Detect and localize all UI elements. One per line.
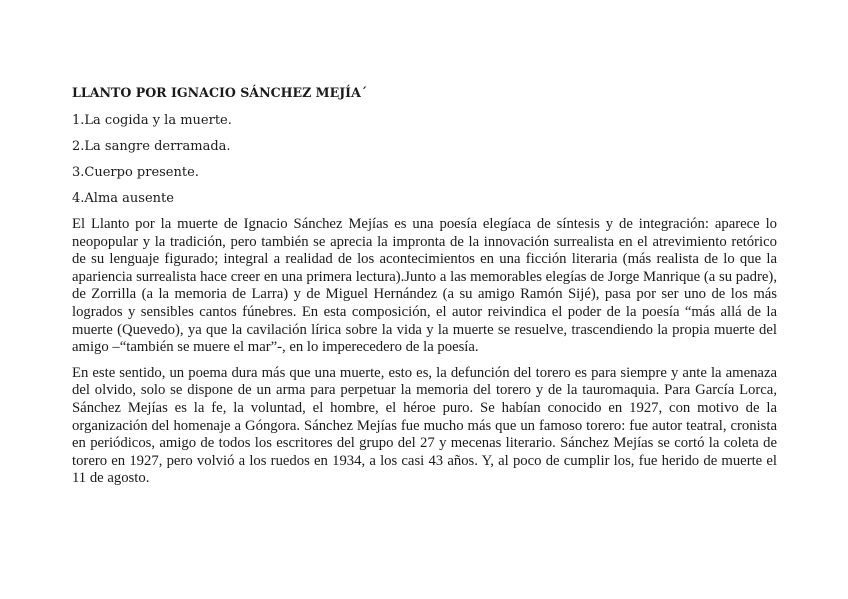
body-paragraph-1: El Llanto por la muerte de Ignacio Sánchez Mejías es una poesía elegíaca de síntesis y de integración: aparece lo neopopular y la tradición, pero también se aprecia la impronta de la innovación surrealista en el atrevimiento retórico de su lenguaje figurado; integral a realidad de los acontecimientos en una ficción literaria (más realista de lo que la apariencia surrealista hace creer en una primera lectura).Junto a las memorables elegías de Jorge Manrique (a su padre), de Zorrilla (a la memoria de Larra) y de Miguel Hernández (a su amigo Ramón Sijé), pasa por ser uno de los más logrados y sensibles cantos fúnebres. En esta composición, el autor reivindica el poder de la poesía “más allá de la muerte (Quevedo), ya que la cavilación lírica sobre la vida y la muerte se resuelve, trascendiendo la propia muerte del amigo –“también se muere el mar”-, en lo imperecedero de la poesía. (72, 216, 777, 356)
document-title: LLANTO POR IGNACIO SÁNCHEZ MEJÍA´ (72, 85, 368, 100)
section-item-3: 3.Cuerpo presente. (72, 165, 199, 180)
section-item-4: 4.Alma ausente (72, 191, 174, 206)
document-page (72, 84, 777, 496)
section-item-2: 2.La sangre derramada. (72, 139, 231, 154)
body-paragraph-2: En este sentido, un poema dura más que una muerte, esto es, la defunción del torero es para siempre y ante la amenaza del olvido, solo se dispone de un arma para perpetuar la memoria del torero y de la tauromaquia. Para García Lorca, Sánchez Mejías es la fe, la voluntad, el hombre, el héroe puro. Se habían conocido en 1927, con motivo de la organización del homenaje a Góngora. Sánchez Mejías fue mucho más que un famoso torero: fue autor teatral, cronista en periódicos, amigo de todos los escritores del grupo del 27 y mecenas literario. Sánchez Mejías se cortó la coleta de torero en 1927, pero volvió a los ruedos en 1934, a los casi 43 años. Y, al poco de cumplir los, fue herido de muerte el 11 de agosto. (72, 364, 777, 487)
section-item-1: 1.La cogida y la muerte. (72, 113, 232, 128)
